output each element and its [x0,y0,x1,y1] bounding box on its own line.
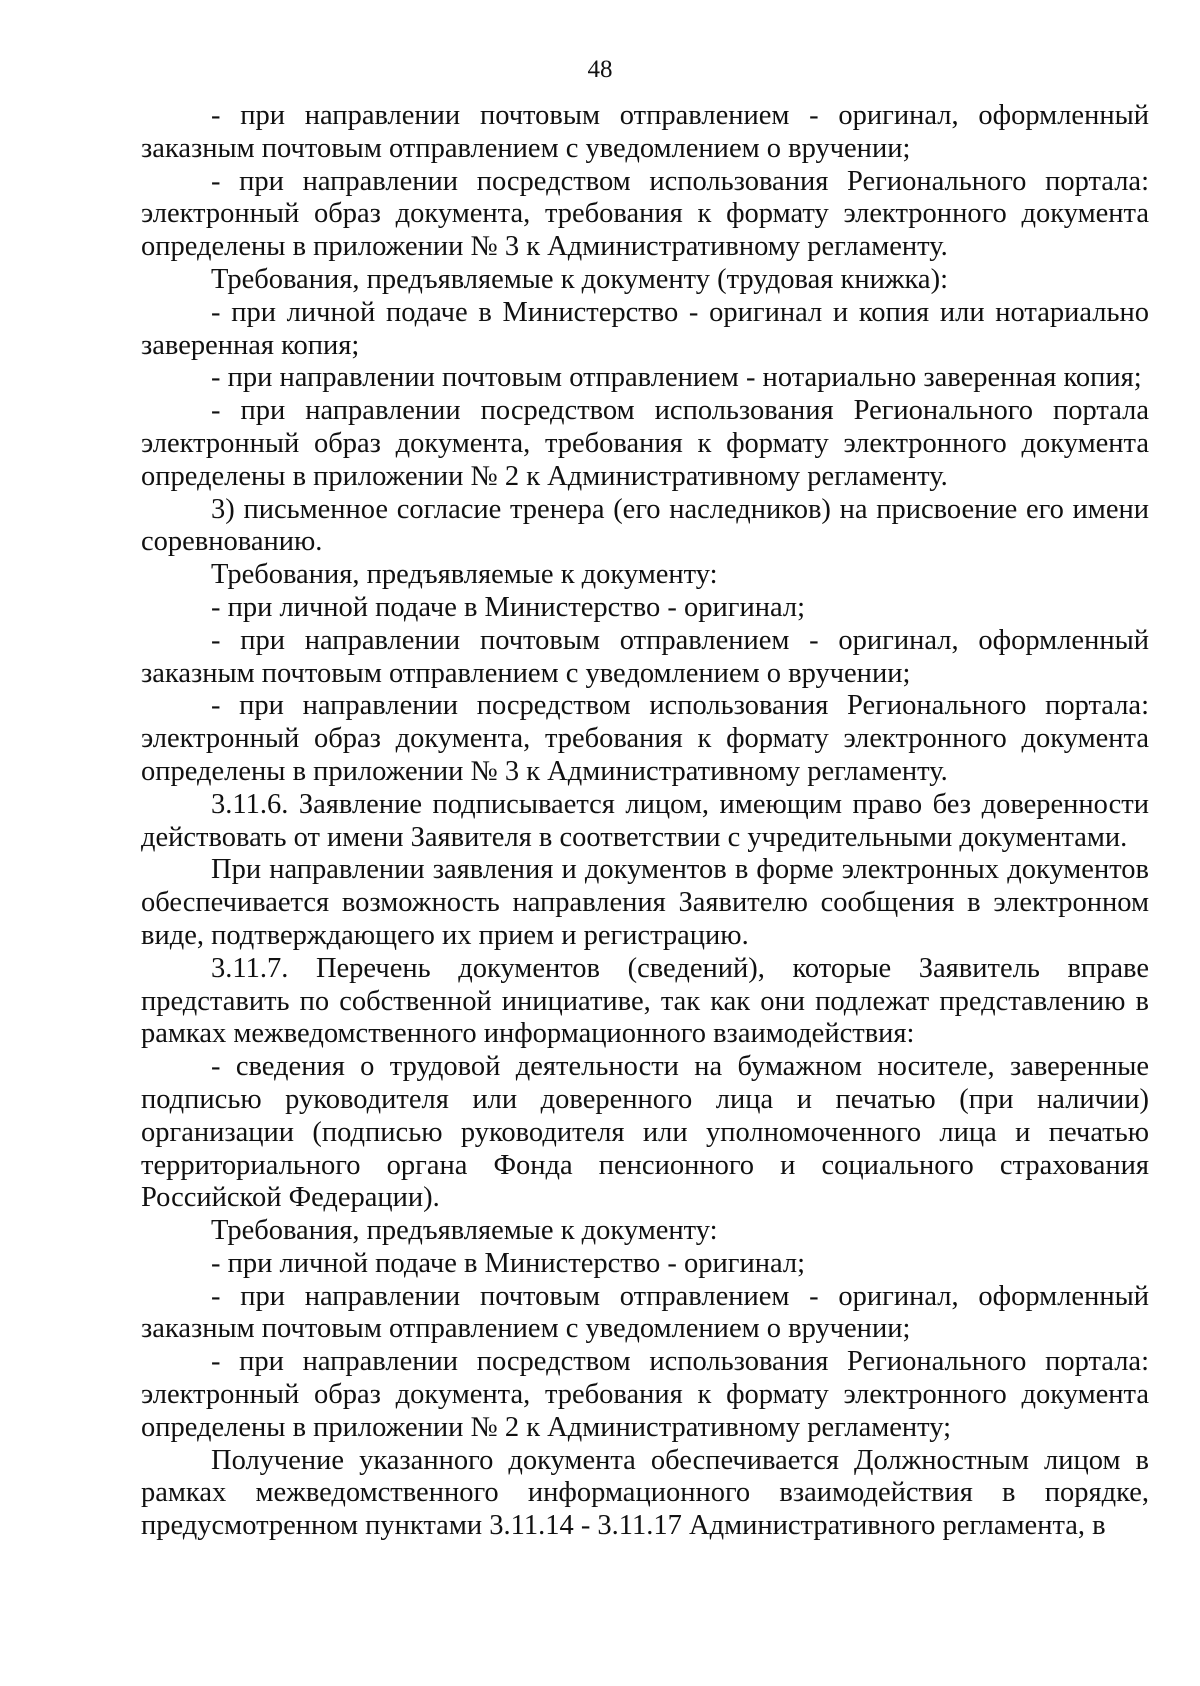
paragraph-14: 3.11.7. Перечень документов (сведений), которые Заявитель вправе представить по собственной инициативе, так как они подлежат представлению в рамках межведомственного информационного взаимодействия: [141,952,1149,1050]
page-number: 48 [587,56,613,83]
paragraph-11: - при направлении посредством использования Регионального портала: электронный образ документа, требования к формату электронного документа определены в приложении № 3 к Административному регламенту. [141,690,1149,787]
paragraph-13: При направлении заявления и документов в форме электронных документов обеспечивается возможность направления Заявителю сообщения в электронном виде, подтверждающего их прием и регистрацию. [141,854,1149,951]
paragraph-12: 3.11.6. Заявление подписывается лицом, имеющим право без доверенности действовать от имени Заявителя в соответствии с учредительными документами. [141,788,1149,853]
paragraph-2: - при направлении посредством использования Регионального портала: электронный образ документа, требования к формату электронного документа определены в приложении № 3 к Административному регламенту. [141,165,1149,263]
paragraph-15: - сведения о трудовой деятельности на бумажном носителе, заверенные подписью руководителя или доверенного лица и печатью (при наличии) организации (подписью руководителя или уполномоченного лица и печатью территориального органа Фонда пенсионного и социального страхования Российской Федерации). [141,1051,1149,1214]
paragraph-18: - при направлении почтовым отправлением - оригинал, оформленный заказным почтовым отправлением с уведомлением о вручении; [141,1280,1149,1345]
paragraph-16: Требования, предъявляемые к документу: [211,1215,718,1247]
paragraph-10: - при направлении почтовым отправлением - оригинал, оформленный заказным почтовым отправлением с уведомлением о вручении; [141,624,1149,689]
paragraph-8: Требования, предъявляемые к документу: [211,559,718,591]
paragraph-6: - при направлении посредством использования Регионального портала электронный образ документа, требования к формату электронного документа определены в приложении № 2 к Административному регламенту. [141,395,1149,492]
paragraph-3: Требования, предъявляемые к документу (трудовая книжка): [211,263,948,295]
paragraph-4: - при личной подаче в Министерство - оригинал и копия или нотариально заверенная копия; [141,296,1149,361]
paragraph-20: Получение указанного документа обеспечивается Должностным лицом в рамках межведомственного информационного взаимодействия в порядке, предусмотренном пунктами 3.11.14 - 3.11.17 Административного регламента, в [141,1444,1149,1542]
body-text [141,100,1149,1543]
paragraph-9: - при личной подаче в Министерство - оригинал; [211,591,806,623]
paragraph-19: - при направлении посредством использования Регионального портала: электронный образ документа, требования к формату электронного документа определены в приложении № 2 к Административному регламенту; [141,1346,1149,1443]
paragraph-7: 3) письменное согласие тренера (его наследников) на присвоение его имени соревнованию. [141,493,1149,558]
paragraph-17: - при личной подаче в Министерство - оригинал; [211,1247,806,1279]
paragraph-5: - при направлении почтовым отправлением - нотариально заверенная копия; [211,362,1142,394]
paragraph-1: - при направлении почтовым отправлением - оригинал, оформленный заказным почтовым отправлением с уведомлением о вручении; [141,100,1149,164]
